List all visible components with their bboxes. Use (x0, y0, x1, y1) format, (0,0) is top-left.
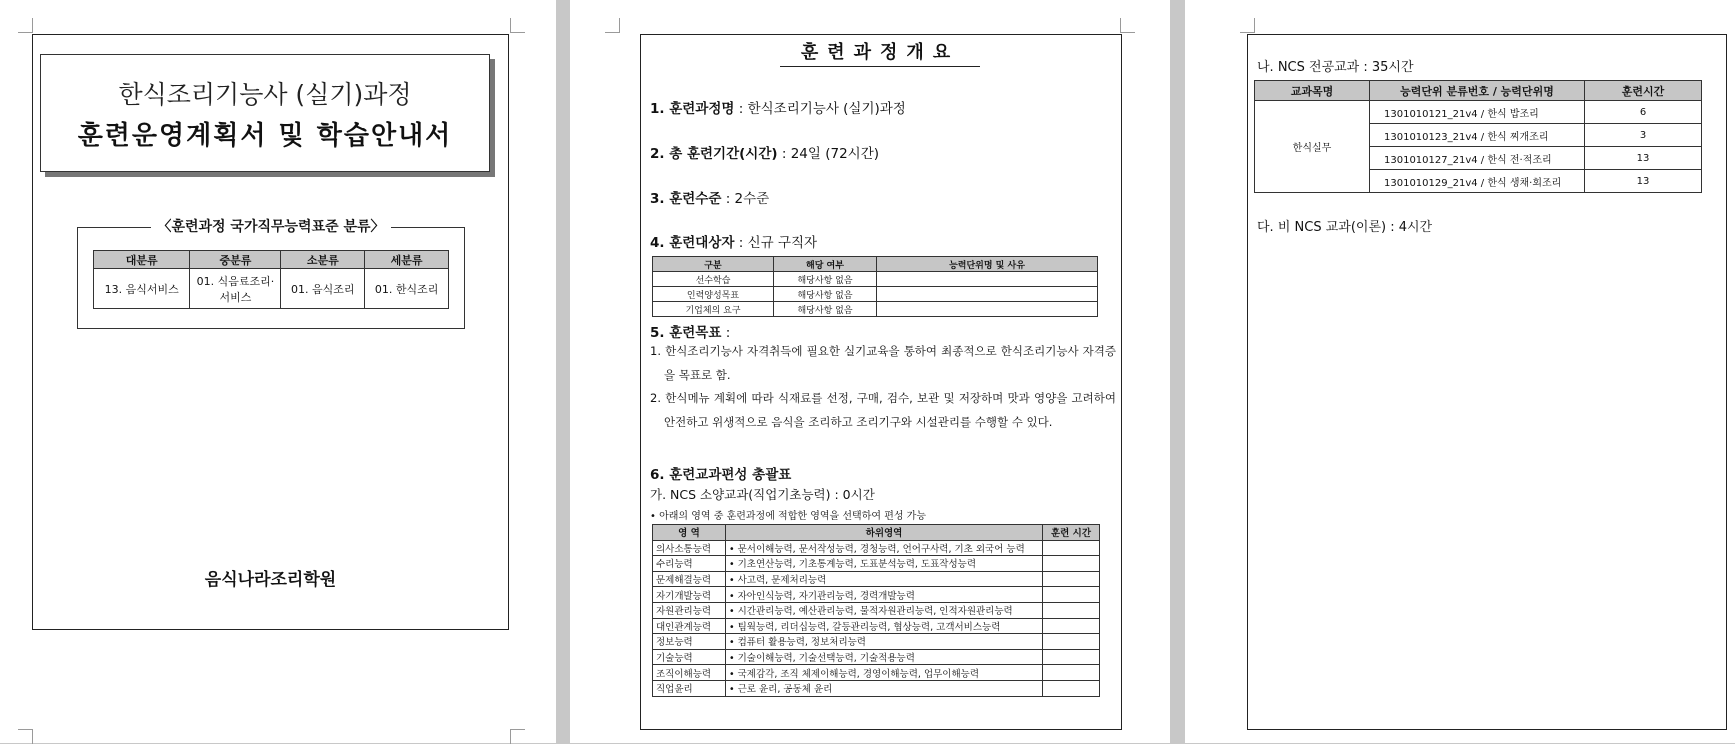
crop-mark (1120, 18, 1135, 33)
classification-cell: 01. 한식조리 (365, 269, 449, 309)
target-cell: 해당사항 없음 (774, 287, 877, 302)
comp-subarea: • 기술이해능력, 기술선택능력, 기술적용능력 (726, 649, 1043, 665)
comp-area: 의사소통능력 (653, 540, 726, 556)
comp-subarea: • 기초연산능력, 기초통계능력, 도표분석능력, 도표작성능력 (726, 556, 1043, 572)
page-heading: 훈련과정개요 (780, 38, 980, 67)
comp-hours (1043, 649, 1100, 665)
organization-name: 음식나라조리학원 (204, 570, 337, 590)
comp-hours (1043, 571, 1100, 587)
basic-subject-line: 가. NCS 소양교과(직업기초능력) : 0시간 (650, 487, 875, 502)
non-ncs-line: 다. 비 NCS 교과(이론) : 4시간 (1257, 220, 1433, 235)
ncs-unit: 1301010129_21v4 / 한식 생채·회조리 (1370, 170, 1585, 193)
classification-header: 세분류 (365, 251, 449, 269)
target-cell: 선수학습 (653, 272, 774, 287)
ncs-hours: 13 (1585, 147, 1702, 170)
comp-area: 기술능력 (653, 649, 726, 665)
table-row (653, 665, 1100, 681)
comp-area: 수리능력 (653, 556, 726, 572)
classification-header: 대분류 (94, 251, 190, 269)
crop-mark (510, 18, 525, 33)
page-frame (32, 34, 509, 630)
target-cell (877, 272, 1098, 287)
table-row (653, 618, 1100, 634)
classification-cell: 01. 음식조리 (281, 269, 365, 309)
ncs-hours: 3 (1585, 124, 1702, 147)
table-row (653, 272, 1098, 287)
table-row (653, 540, 1100, 556)
comp-hours (1043, 634, 1100, 650)
comp-subarea: • 시간관리능력, 예산관리능력, 물적자원관리능력, 인적자원관리능력 (726, 602, 1043, 618)
ncs-header: 훈련시간 (1585, 81, 1702, 101)
table-row (653, 634, 1100, 650)
crop-mark (18, 18, 33, 33)
ncs-header: 교과목명 (1255, 81, 1370, 101)
target-header: 구분 (653, 257, 774, 272)
classification-cell: 01. 식음료조리·서비스 (190, 269, 281, 309)
classification-header: 중분류 (190, 251, 281, 269)
target-cell: 해당사항 없음 (774, 302, 877, 317)
ncs-subject: 한식실무 (1255, 101, 1370, 193)
classification-table (93, 250, 449, 309)
competency-table (652, 524, 1100, 697)
ncs-major-table (1254, 80, 1702, 193)
table-row (653, 287, 1098, 302)
document-page-1 (0, 0, 556, 743)
ncs-header: 능력단위 분류번호 / 능력단위명 (1370, 81, 1585, 101)
duration-line: 2. 총 훈련기간(시간) : 24일 (72시간) (650, 146, 880, 162)
target-line: 4. 훈련대상자 : 신규 구직자 (650, 235, 818, 251)
comp-subarea: • 근로 윤리, 공동체 윤리 (726, 680, 1043, 696)
comp-hours (1043, 587, 1100, 603)
table-row (653, 649, 1100, 665)
comp-hours (1043, 556, 1100, 572)
level-line: 3. 훈련수준 : 2수준 (650, 191, 770, 207)
table-row (653, 587, 1100, 603)
course-name-line: 1. 훈련과정명 : 한식조리기능사 (실기)과정 (650, 101, 906, 117)
target-cell (877, 302, 1098, 317)
table-row (653, 680, 1100, 696)
comp-subarea: • 팀웍능력, 리더십능력, 갈등관리능력, 협상능력, 고객서비스능력 (726, 618, 1043, 634)
basic-note: • 아래의 영역 중 훈련과정에 적합한 영역을 선택하여 편성 가능 (650, 511, 927, 522)
comp-area: 문제해결능력 (653, 571, 726, 587)
crop-mark (605, 18, 620, 33)
ncs-unit: 1301010123_21v4 / 한식 찌개조리 (1370, 124, 1585, 147)
ncs-unit: 1301010121_21v4 / 한식 밥조리 (1370, 101, 1585, 124)
target-cell (877, 287, 1098, 302)
goal-item: 1. 한식조리기능사 자격취득에 필요한 실기교육을 통하여 최종적으로 한식조리기능사 자격증을 목표로 함. (650, 344, 1116, 382)
comp-area: 자원관리능력 (653, 602, 726, 618)
target-cell: 인력양성목표 (653, 287, 774, 302)
comp-hours (1043, 680, 1100, 696)
summary-line: 6. 훈련교과편성 총괄표 (650, 467, 792, 483)
table-row (653, 571, 1100, 587)
goal-line: 5. 훈련목표 : (650, 325, 731, 341)
title-line-1: 한식조리기능사 (실기)과정 (118, 80, 412, 109)
comp-subarea: • 컴퓨터 활용능력, 정보처리능력 (726, 634, 1043, 650)
table-row (653, 602, 1100, 618)
comp-subarea: • 국제감각, 조직 체제이해능력, 경영이해능력, 업무이해능력 (726, 665, 1043, 681)
comp-area: 직업윤리 (653, 680, 726, 696)
comp-header: 하위영역 (726, 525, 1043, 541)
title-box (40, 54, 490, 172)
classification-cell: 13. 음식서비스 (94, 269, 190, 309)
crop-mark (1240, 18, 1255, 33)
table-row (653, 302, 1098, 317)
comp-area: 대인관계능력 (653, 618, 726, 634)
target-cell: 기업체의 요구 (653, 302, 774, 317)
major-subject-line: 나. NCS 전공교과 : 35시간 (1257, 60, 1414, 75)
comp-hours (1043, 618, 1100, 634)
crop-mark (510, 729, 525, 744)
target-header: 능력단위명 및 사유 (877, 257, 1098, 272)
comp-subarea: • 사고력, 문제처리능력 (726, 571, 1043, 587)
ncs-unit: 1301010127_21v4 / 한식 전·적조리 (1370, 147, 1585, 170)
comp-area: 자기개발능력 (653, 587, 726, 603)
ncs-hours: 6 (1585, 101, 1702, 124)
target-cell: 해당사항 없음 (774, 272, 877, 287)
target-table (652, 256, 1098, 317)
comp-hours (1043, 540, 1100, 556)
comp-hours (1043, 602, 1100, 618)
crop-mark (18, 729, 33, 744)
comp-area: 정보능력 (653, 634, 726, 650)
goal-item: 2. 한식메뉴 계획에 따라 식재료를 선정, 구매, 검수, 보관 및 저장하며 맛과 영양을 고려하여 안전하고 위생적으로 음식을 조리하고 조리기구와 시설관리를 수행할 수 있다. (650, 391, 1116, 429)
classification-box (77, 219, 465, 329)
comp-subarea: • 자아인식능력, 자기관리능력, 경력개발능력 (726, 587, 1043, 603)
target-header: 해당 여부 (774, 257, 877, 272)
comp-subarea: • 문서이해능력, 문서작성능력, 경청능력, 언어구사력, 기초 외국어 능력 (726, 540, 1043, 556)
table-row (1255, 101, 1702, 124)
title-line-2: 훈련운영계획서 및 학습안내서 (77, 121, 453, 151)
comp-area: 조직이해능력 (653, 665, 726, 681)
ncs-hours: 13 (1585, 170, 1702, 193)
comp-hours (1043, 665, 1100, 681)
classification-title: 〈훈련과정 국가직무능력표준 분류〉 (78, 216, 464, 236)
comp-header: 훈련 시간 (1043, 525, 1100, 541)
comp-header: 영 역 (653, 525, 726, 541)
table-row (653, 556, 1100, 572)
classification-header: 소분류 (281, 251, 365, 269)
